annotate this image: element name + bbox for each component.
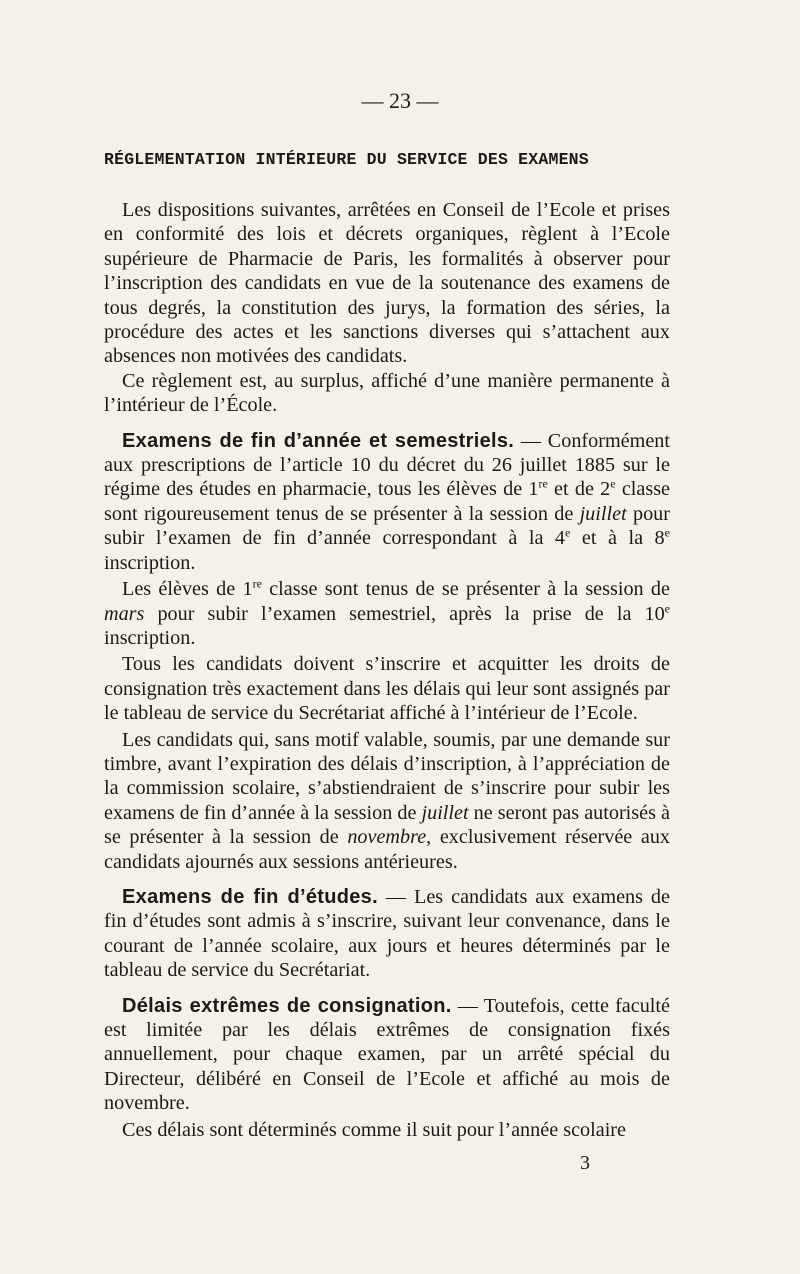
paragraph-candidats-sans-motif: Les candidats qui, sans motif valable, soumis, par une demande sur timbre, avant l’expiration des délais d’inscription, à l’appréciation de la commission scolaire, s’abstiendraient de s’inscrire pour subir les examens de fin d’année à la session de juillet ne seront pas autorisés à se présenter à la session de novembre, exclusivement réservée aux candidats ajournés aux sessions antérieures. — [104, 728, 671, 873]
section-heading: Examens de fin d’année et semestriels. — [122, 429, 515, 452]
section-heading: Délais extrêmes de consignation. — [122, 994, 452, 1017]
signature-mark: 3 — [580, 1152, 590, 1174]
paragraph-examens-fin-etudes: Examens de fin d’études. — Les candidats aux examens de fin d’études sont admis à s’inscrire, suivant leur convenance, dans le courant de l’année scolaire, aux jours et heures déterminés par le tableau de service du Secrétariat. — [104, 885, 670, 982]
paragraph-dispositions: Les dispositions suivantes, arrêtées en Conseil de l’Ecole et prises en conformité des lois et décrets organiques, règlent à l’Ecole supérieure de Pharmacie de Paris, les formalités à observer pour l’inscription des candidats en vue de la soutenance des examens de tous degrés, la constitution des jurys, la formation des séries, la procédure des actes et les sanctions diverses qui s’attachent aux absences non motivées des candidats. — [104, 199, 670, 368]
body-text — [104, 198, 670, 1142]
paragraph-delais-consignation: Délais extrêmes de consignation. — Toutefois, cette faculté est limitée par les délais extrêmes de consignation fixés annuellement, pour chaque examen, par un arrêté spécial du Directeur, délibéré en Conseil de l’Ecole et affiché au mois de novembre. — [104, 994, 670, 1115]
paragraph-examens-fin-annee: Examens de fin d’année et semestriels. — Conformément aux prescriptions de l’article 10 du décret du 26 juillet 1885 sur le régime des études en pharmacie, tous les élèves de 1re et de 2e classe sont rigoureusement tenus de se présenter à la session de juillet pour subir l’examen de fin d’année correspondant à la 4e et à la 8e inscription. — [104, 429, 671, 574]
paragraph-eleves-premiere-classe: Les élèves de 1re classe sont tenus de se présenter à la session de mars pour subir l’examen semestriel, après la prise de la 10e inscription. — [104, 576, 670, 649]
page-title: RÉGLEMENTATION INTÉRIEURE DU SERVICE DES EXAMENS — [104, 150, 589, 169]
page-number: — 23 — — [361, 88, 439, 113]
section-heading: Examens de fin d’études. — [122, 885, 378, 908]
paragraph-reglement: Ce règlement est, au surplus, affiché d’une manière permanente à l’intérieur de l’École. — [104, 369, 670, 417]
paragraph-inscription-candidats: Tous les candidats doivent s’inscrire et acquitter les droits de consignation très exactement dans les délais qui leur sont assignés par le tableau de service du Secrétariat affiché à l’intérieur de l’Ecole. — [104, 653, 670, 725]
paragraph-delais-determines: Ces délais sont déterminés comme il suit pour l’année scolaire — [122, 1118, 626, 1141]
